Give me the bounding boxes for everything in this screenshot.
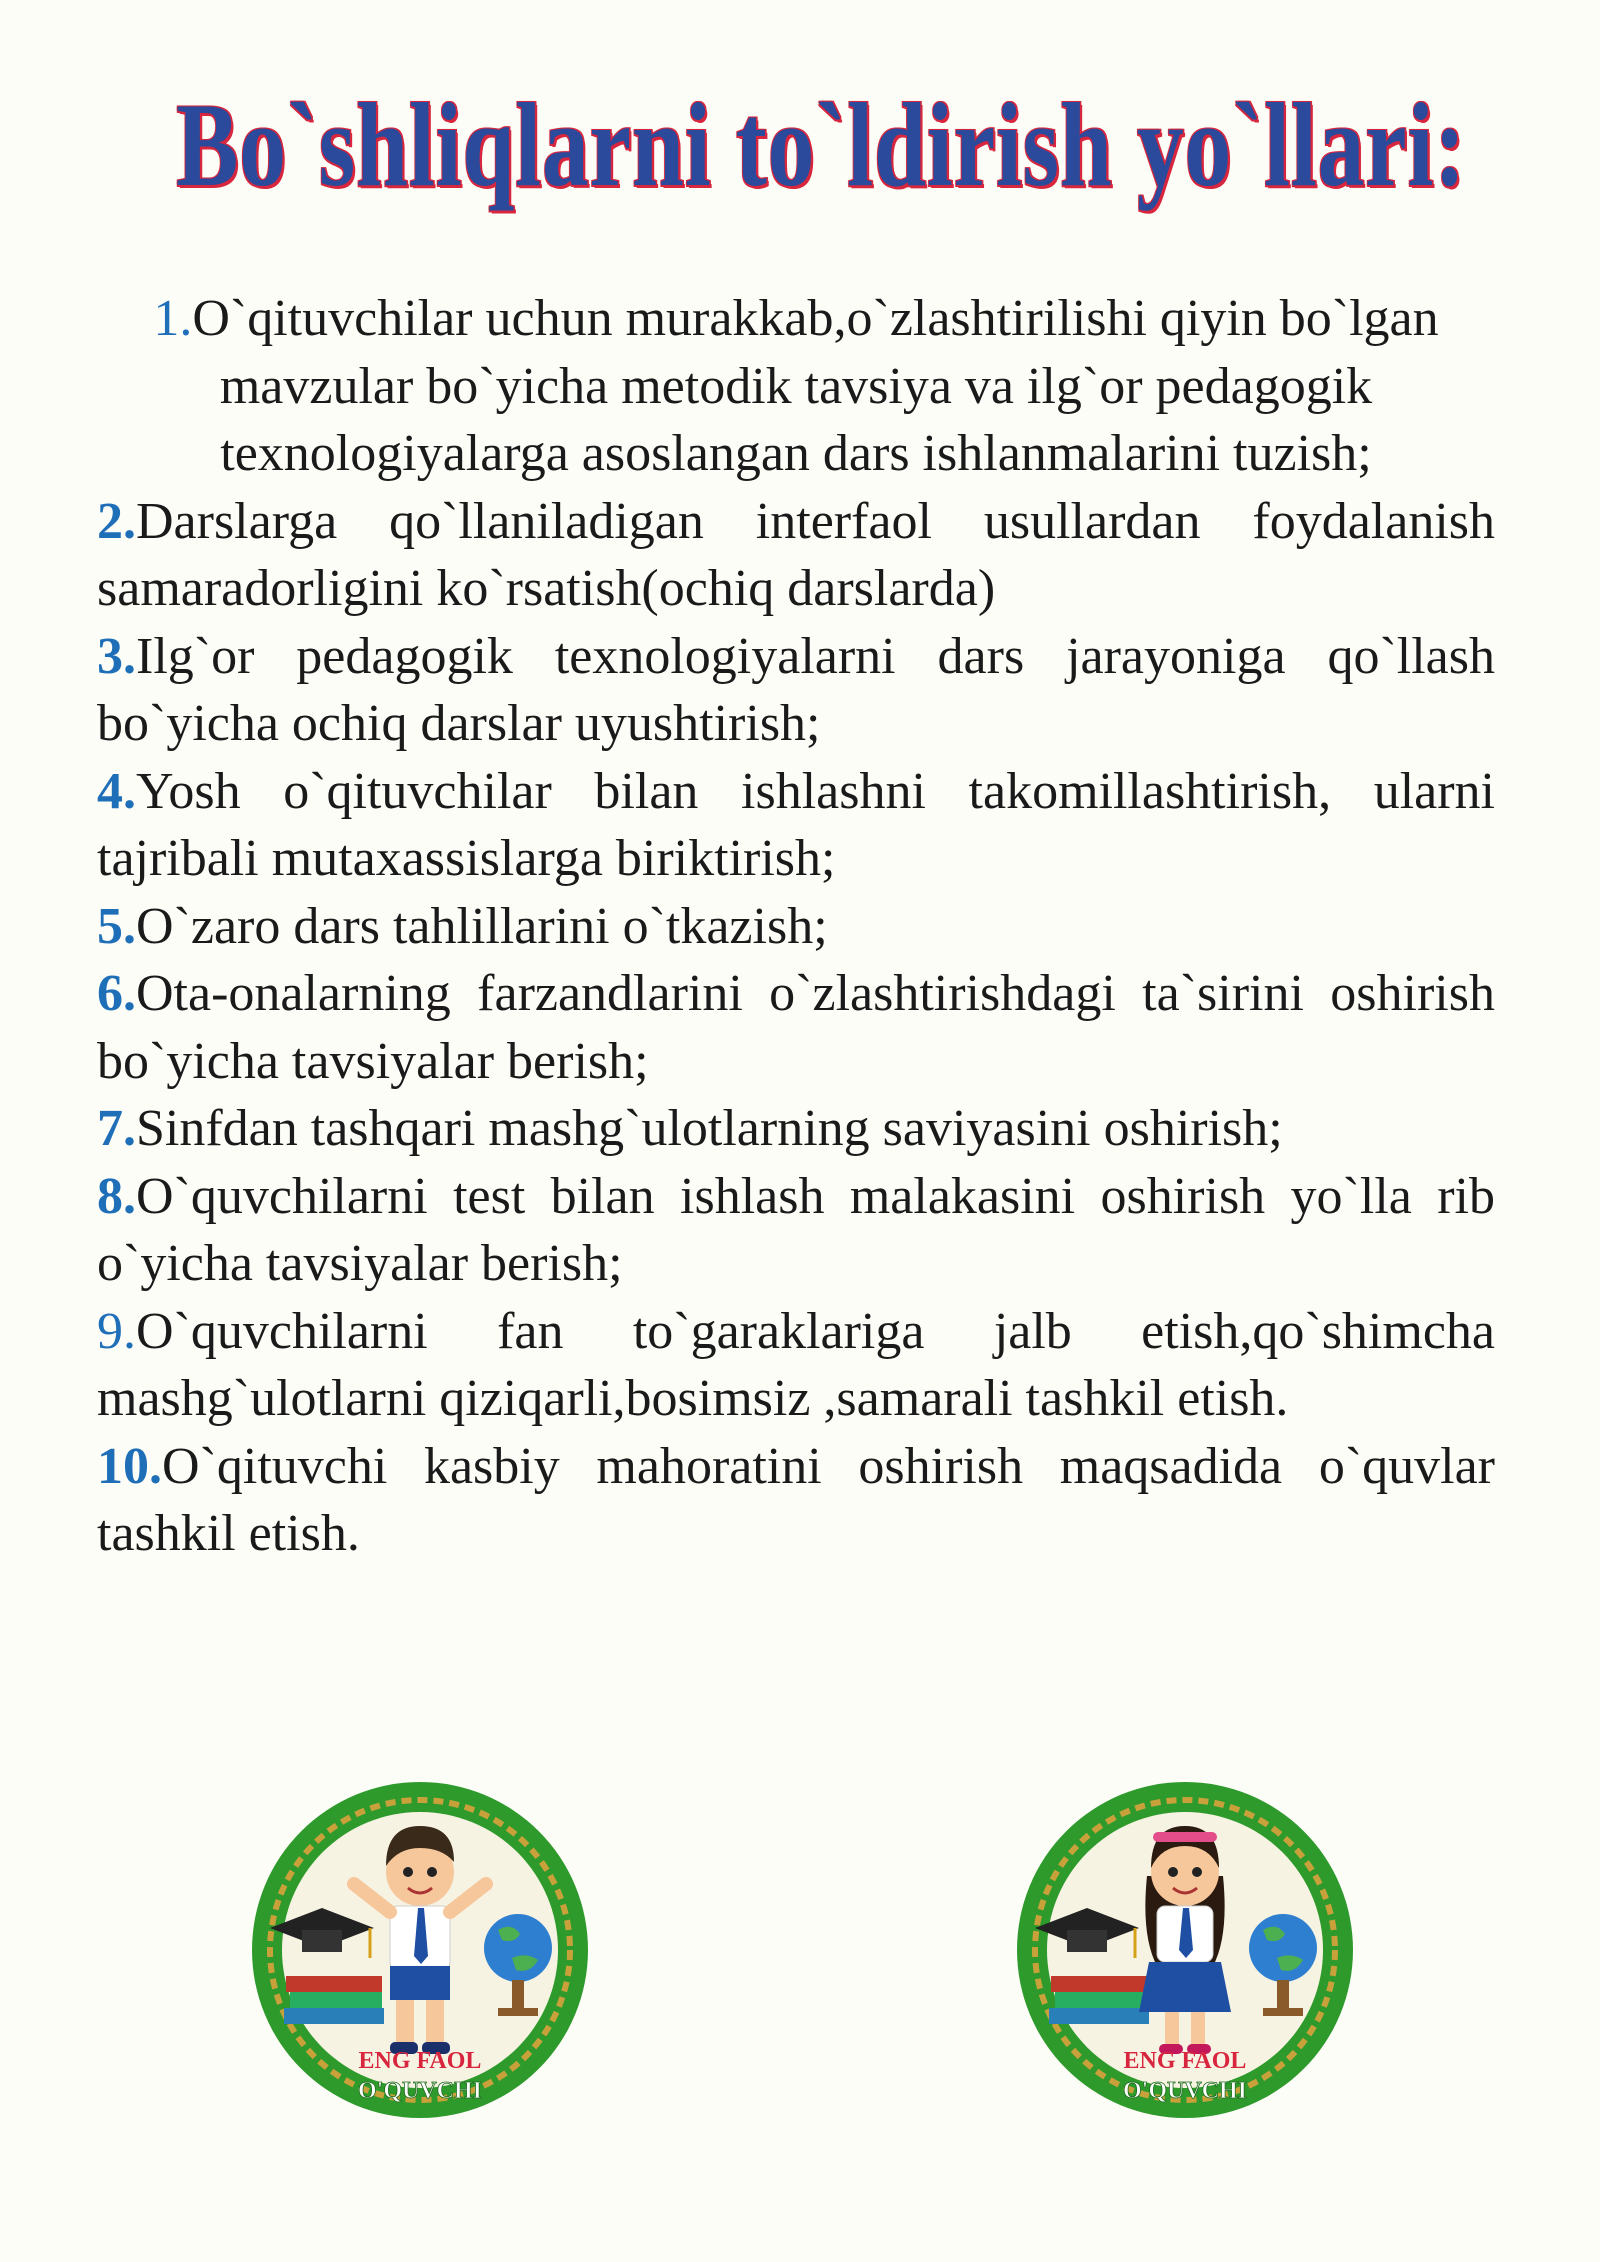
item-text: Sinfdan tashqari mashg`ulotlarning saviyasini oshirish; <box>136 1100 1283 1157</box>
list-item-10 <box>97 1433 1495 1568</box>
list-item-5 <box>97 893 1495 961</box>
item-text: O`qituvchi kasbiy mahoratini oshirish maqsadida o`quvlar tashkil etish. <box>97 1437 1495 1562</box>
item-text: Ilg`or pedagogik texnologiyalarni dars jarayoniga qo`llash bo`yicha ochiq darslar uyushtirish; <box>97 627 1495 752</box>
item-text: O`quvchilarni fan to`garaklariga jalb etish,qo`shimcha mashg`ulotlarni qiziqarli,bosimsiz ,samarali tashkil etish. <box>97 1302 1495 1427</box>
list-item-6 <box>97 960 1495 1095</box>
item-number: 8. <box>97 1167 136 1225</box>
list-item-1 <box>97 285 1495 488</box>
list-item-8 <box>97 1163 1495 1298</box>
item-number: 5. <box>97 897 136 955</box>
page-title: Bo`shliqlarni to`ldirish yo`llari: <box>176 78 1467 211</box>
recommendation-list <box>97 285 1495 1568</box>
item-text: Darslarga qo`llaniladigan interfaol usullardan foydalanish samaradorligini ko`rsatish(ochiq darslarda) <box>97 492 1495 617</box>
item-number: 9. <box>97 1302 136 1360</box>
books-icon <box>1049 1976 1149 2024</box>
badge-line-2: O'QUVCHI <box>357 2078 483 2104</box>
item-number: 7. <box>97 1100 136 1157</box>
item-number: 4. <box>97 762 136 820</box>
logo-row <box>0 1780 1600 2140</box>
item-text: O`quvchilarni test bilan ishlash malakasini oshirish yo`lla rib o`yicha tavsiyalar berish; <box>97 1167 1495 1292</box>
list-item-9 <box>97 1298 1495 1433</box>
list-item-7 <box>97 1095 1495 1163</box>
item-number: 2. <box>97 492 136 550</box>
books-icon <box>284 1976 384 2024</box>
list-item-3 <box>97 623 1495 758</box>
badge-line-2: O'QUVCHI <box>1122 2078 1248 2104</box>
item-text: Yosh o`qituvchilar bilan ishlashni takomillashtirish, ularni tajribali mutaxassislarga biriktirish; <box>97 762 1495 887</box>
item-number: 1. <box>153 290 193 347</box>
item-number: 6. <box>97 965 136 1022</box>
eng-faol-oquvchi-boy-logo <box>250 1780 590 2120</box>
item-text: Ota-onalarning farzandlarini o`zlashtirishdagi ta`sirini oshirish bo`yicha tavsiyalar berish; <box>97 965 1495 1090</box>
eng-faol-oquvchi-girl-logo <box>1015 1780 1355 2120</box>
item-number: 10. <box>97 1437 162 1495</box>
item-text: O`qituvchilar uchun murakkab,o`zlashtirilishi qiyin bo`lgan mavzular bo`yicha metodik tavsiya va ilg`or pedagogik texnologiyalarga asoslangan dars ishlanmalarini tuzish; <box>192 290 1439 482</box>
badge-line-1: ENG FAOL <box>1123 2048 1247 2074</box>
badge-line-1: ENG FAOL <box>358 2048 482 2074</box>
item-number: 3. <box>97 627 136 685</box>
item-text: O`zaro dars tahlillarini o`tkazish; <box>136 897 828 955</box>
list-item-2 <box>97 488 1495 623</box>
list-item-4 <box>97 758 1495 893</box>
